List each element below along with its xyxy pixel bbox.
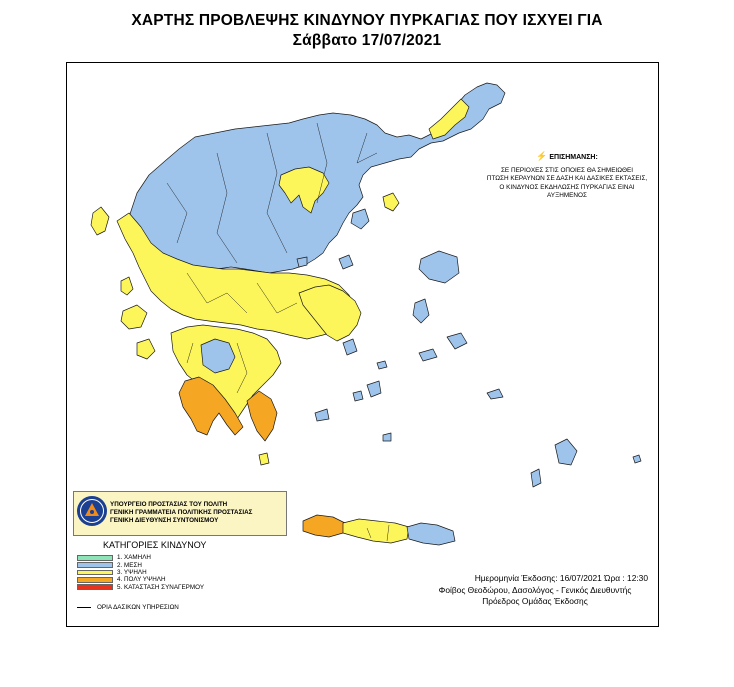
warning-line-3: Ο ΚΙΝΔΥΝΟΣ ΕΚΔΗΛΩΣΗΣ ΠΥΡΚΑΓΙΑΣ ΕΙΝΑΙ ΑΥΞΗΜΕΝΟΣ <box>499 183 635 199</box>
category-swatch <box>77 570 113 576</box>
map-title: ΧΑΡΤΗΣ ΠΡΟΒΛΕΨΗΣ ΚΙΝΔΥΝΟΥ ΠΥΡΚΑΓΙΑΣ ΠΟΥ ΙΣΧΥΕΙ ΓΙΑ <box>131 12 603 29</box>
crete-east-medium <box>407 523 455 545</box>
category-label: 4. ΠΟΛΥ ΥΨΗΛΗ <box>117 576 166 584</box>
category-row <box>77 569 204 576</box>
island-zakynthos-high <box>137 339 155 359</box>
island-mykonos-medium <box>377 361 387 369</box>
warning-note <box>482 152 652 201</box>
issuer-role-line: Πρόεδρος Ομάδας Έκδοσης <box>482 596 588 606</box>
boundary-line-sample <box>77 607 91 608</box>
island-karpathos-medium <box>531 469 541 487</box>
issuer-line: Φοίβος Θεοδώρου, Δασολόγος - Γενικός Διευθυντής <box>438 584 632 595</box>
island-kythira-high <box>259 453 269 465</box>
category-row <box>77 554 204 561</box>
island-naxos-medium <box>367 381 381 397</box>
map-frame <box>66 62 659 627</box>
category-label: 5. ΚΑΤΑΣΤΑΣΗ ΣΥΝΑΓΕΡΜΟΥ <box>117 583 205 591</box>
region-laconia-very-high <box>247 391 277 441</box>
crete-center-high <box>343 519 409 543</box>
island-andros-medium <box>343 339 357 355</box>
map-date: Σάββατο 17/07/2021 <box>292 32 442 49</box>
island-skiathos-medium <box>297 257 307 267</box>
category-label: 3. ΥΨΗΛΗ <box>117 568 147 576</box>
category-swatch <box>77 584 113 590</box>
category-row <box>77 576 204 583</box>
island-lefkada-high <box>121 277 133 295</box>
island-kefalonia-high <box>121 305 147 329</box>
warning-line-2: ΠΤΩΣΗ ΚΕΡΑΥΝΩΝ ΣΕ ΔΑΣΗ ΚΑΙ ΔΑΣΙΚΕΣ ΕΚΤΑΣΕΙΣ, <box>486 175 648 182</box>
lightning-icon: ⚡ <box>536 151 548 161</box>
island-milos-medium <box>315 409 329 421</box>
category-row <box>77 561 204 568</box>
island-kos-medium <box>487 389 503 399</box>
org-line-1: ΥΠΟΥΡΓΕΙΟ ΠΡΟΣΤΑΣΙΑΣ ΤΟΥ ΠΟΛΙΤΗ <box>110 501 228 508</box>
categories-list <box>77 554 204 591</box>
issue-info <box>422 573 648 608</box>
island-rhodes-medium <box>555 439 577 465</box>
category-label: 1. ΧΑΜΗΛΗ <box>117 554 151 562</box>
org-line-3: ΓΕΝΙΚΗ ΔΙΕΥΘΥΝΣΗ ΣΥΝΤΟΝΙΣΜΟΥ <box>110 517 219 524</box>
category-swatch <box>77 555 113 561</box>
island-thasos-high <box>383 193 399 211</box>
categories-title: ΚΑΤΗΓΟΡΙΕΣ ΚΙΝΔΥΝΟΥ <box>103 540 207 550</box>
island-santorini-medium <box>383 433 391 441</box>
island-lesvos-medium <box>419 251 459 283</box>
island-kastellorizo-medium <box>633 455 641 463</box>
civil-protection-emblem-icon <box>77 496 107 526</box>
island-ikaria-medium <box>419 349 437 361</box>
issue-date-line: Ημερομηνία Έκδοσης: 16/07/2021 Ώρα : 12:30 <box>474 573 648 583</box>
warning-line-1: ΣΕ ΠΕΡΙΟΧΕΣ ΣΤΙΣ ΟΠΟΙΕΣ ΘΑ ΣΗΜΕΙΩΘΕΙ <box>500 166 634 174</box>
category-swatch <box>77 562 113 568</box>
org-line-2: ΓΕΝΙΚΗ ΓΡΑΜΜΑΤΕΙΑ ΠΟΛΙΤΙΚΗΣ ΠΡΟΣΤΑΣΙΑΣ <box>110 509 253 516</box>
island-corfu-high <box>91 207 109 235</box>
category-label: 2. ΜΕΣΗ <box>117 561 142 569</box>
warning-title: ΕΠΙΣΗΜΑΝΣΗ: <box>549 154 598 161</box>
crete-west-very-high <box>303 515 345 537</box>
island-chios-medium <box>413 299 429 323</box>
category-row <box>77 584 204 591</box>
legend <box>73 491 287 619</box>
boundary-label: ΟΡΙΑ ΔΑΣΙΚΩΝ ΥΠΗΡΕΣΙΩΝ <box>97 604 179 611</box>
island-samos-medium <box>447 333 467 349</box>
legend-org-box <box>73 491 287 536</box>
island-lemnos-medium <box>351 209 369 229</box>
island-paros-medium <box>353 391 363 401</box>
category-swatch <box>77 577 113 583</box>
boundary-legend <box>77 604 179 611</box>
island-skyros-medium <box>339 255 353 269</box>
